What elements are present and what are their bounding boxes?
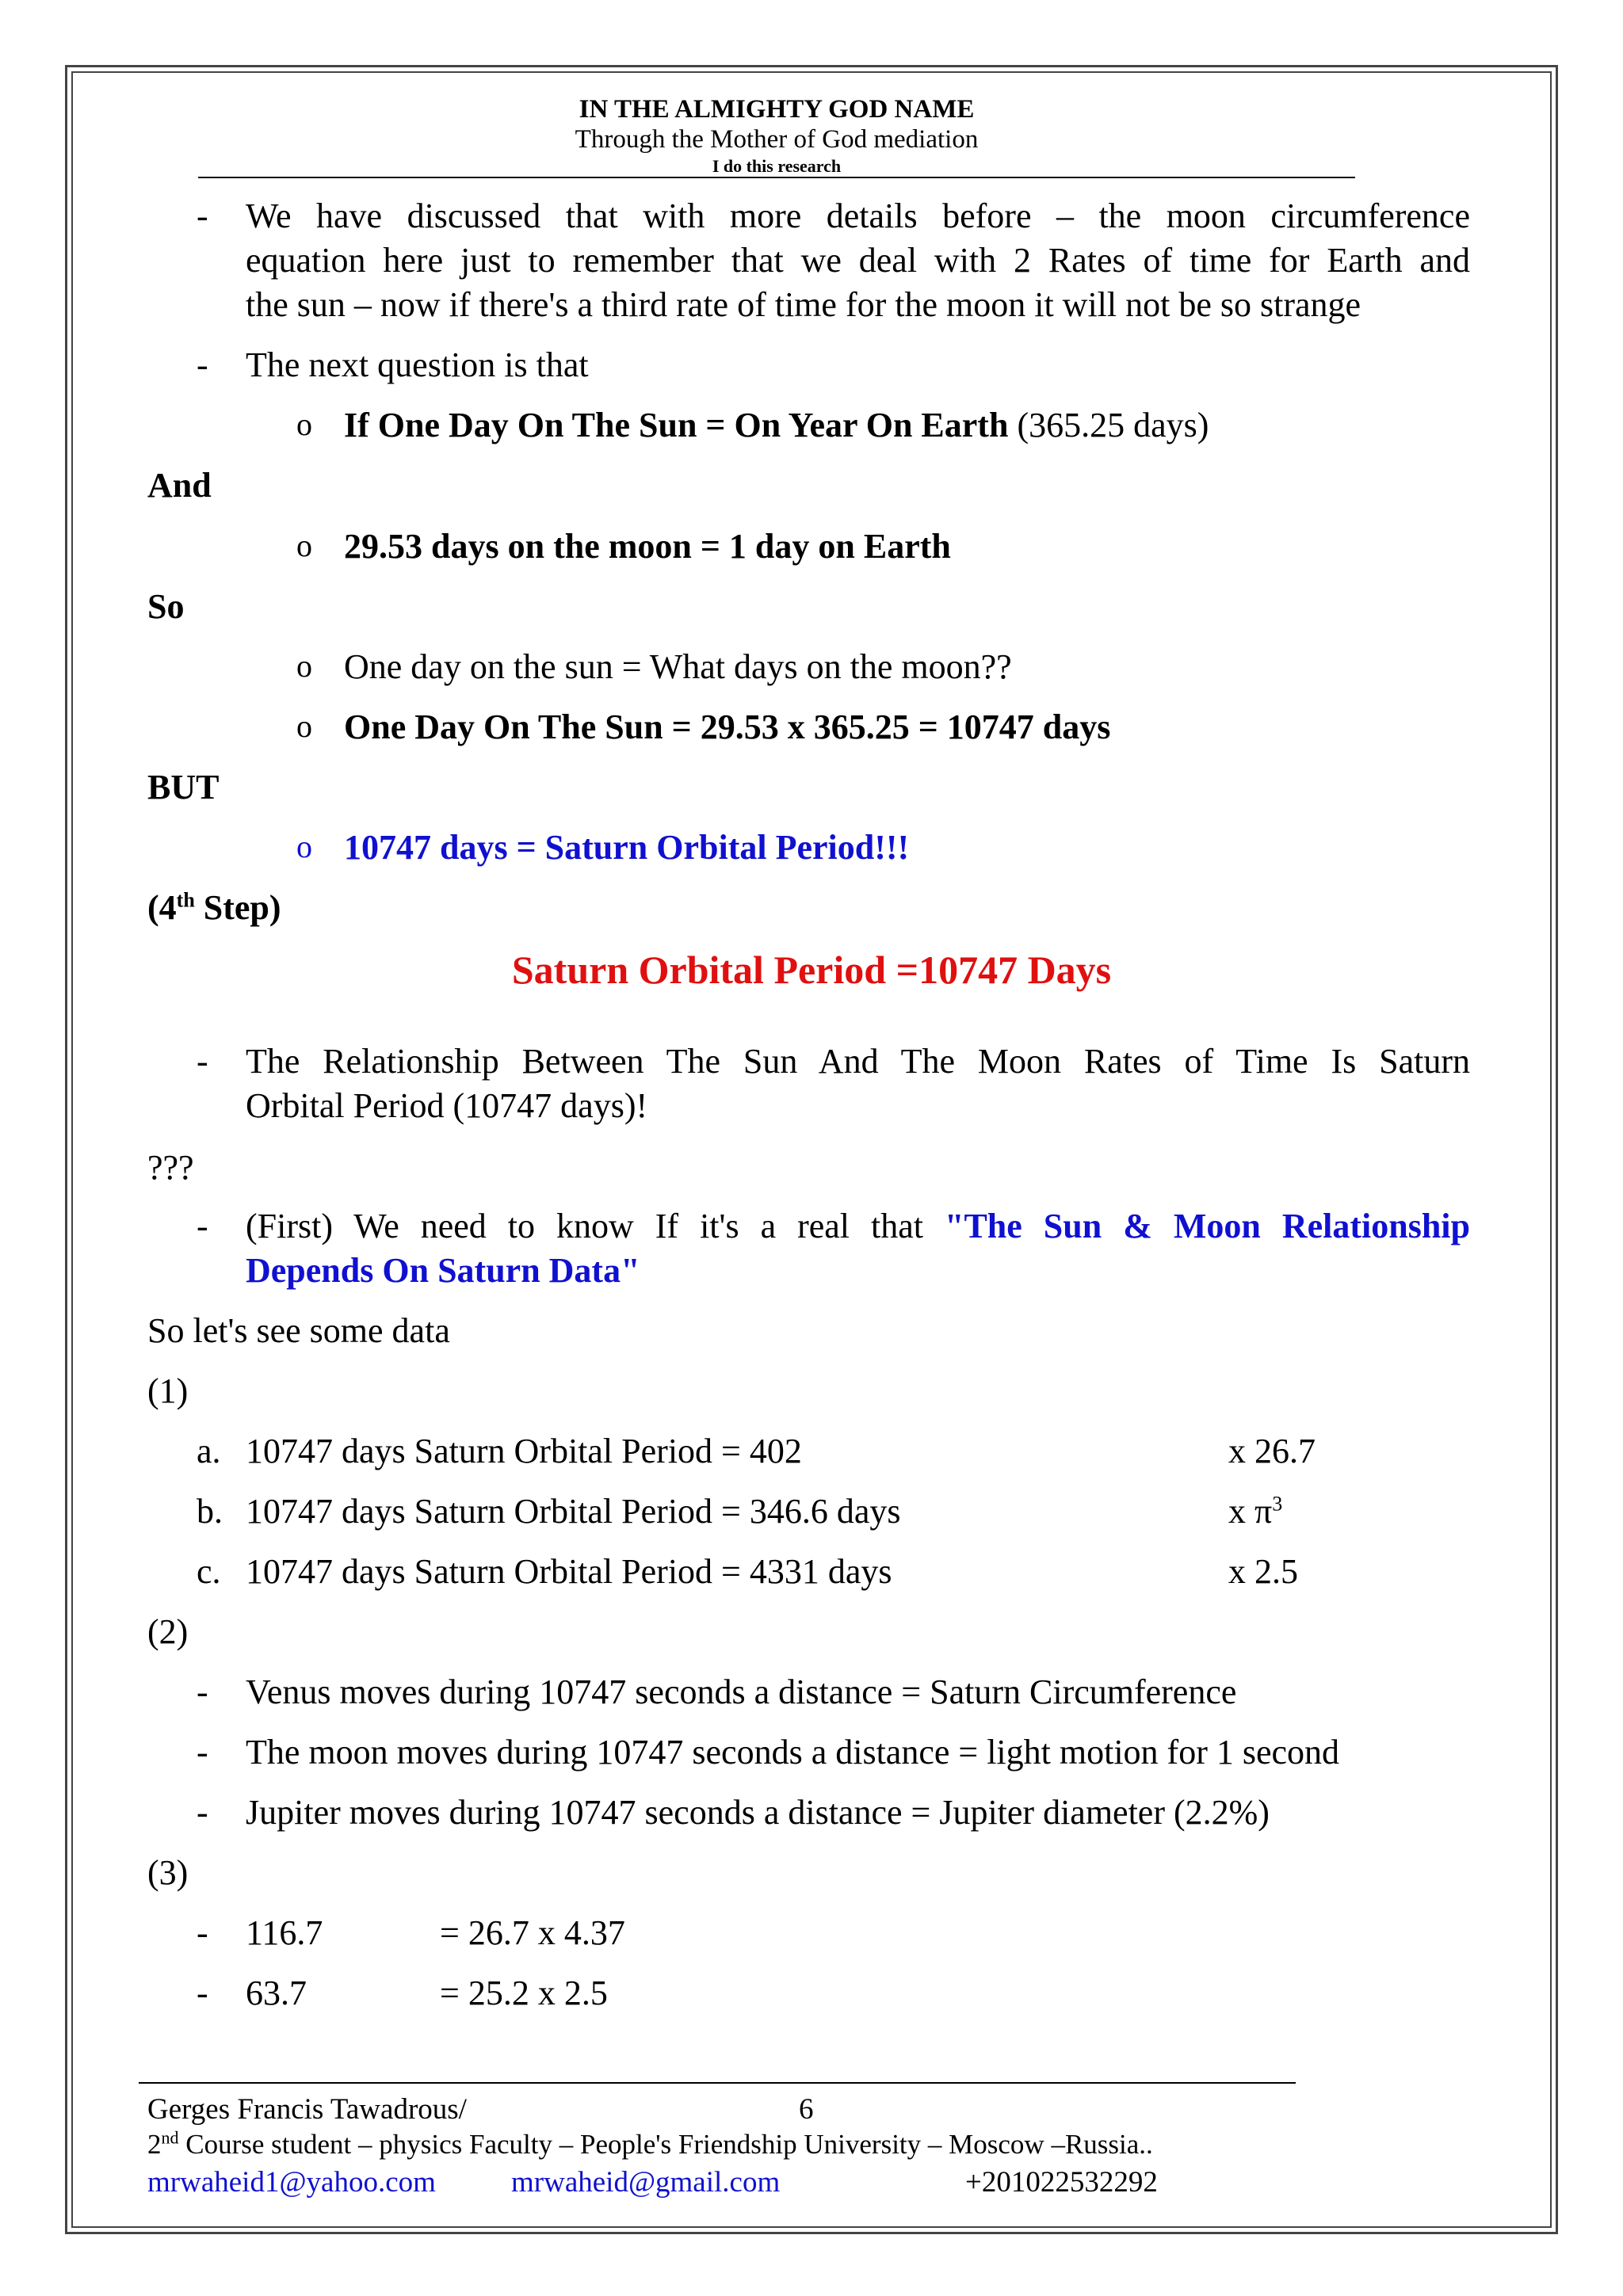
list-letter: b. [197, 1492, 223, 1531]
factor-base: x π [1228, 1492, 1273, 1531]
section-number: (3) [147, 1853, 189, 1892]
equation-2: 29.53 days on the moon = 1 day on Earth [344, 527, 951, 566]
paragraph-line: Jupiter moves during 10747 seconds a distance = Jupiter diameter (2.2%) [246, 1793, 1270, 1832]
list-item-factor [1228, 1489, 1282, 1534]
paragraph-line: So let's see some data [147, 1311, 450, 1350]
paragraph-line [246, 1204, 1470, 1249]
section-number: (1) [147, 1371, 189, 1410]
circle-bullet-icon: o [296, 648, 312, 684]
list-letter: c. [197, 1552, 221, 1591]
equation-4: One Day On The Sun = 29.53 x 365.25 = 10747 days [344, 707, 1111, 746]
calc-equation: = 25.2 x 2.5 [440, 1974, 608, 2012]
bullet-dash: - [197, 1733, 208, 1772]
course-sup: nd [161, 2127, 179, 2148]
footer-rule [139, 2082, 1296, 2084]
step-open: (4 [147, 888, 177, 927]
label-so: So [147, 587, 185, 626]
paragraph-line: The next question is that [246, 345, 589, 384]
circle-bullet-icon: o [296, 829, 312, 864]
equation-1-rest: (365.25 days) [1008, 406, 1209, 444]
list-letter: a. [197, 1432, 221, 1470]
bullet-dash: - [197, 196, 208, 235]
step-close: Step) [194, 888, 281, 927]
bullet-dash: - [197, 1974, 208, 2012]
footer-course [147, 2129, 1153, 2161]
list-item-factor: x 26.7 [1228, 1432, 1316, 1470]
header-note: I do this research [712, 156, 842, 176]
label-but: BUT [147, 768, 220, 807]
circle-bullet-icon: o [296, 528, 312, 563]
footer-author: Gerges Francis Tawadrous/ [147, 2093, 467, 2126]
header-subtitle: Through the Mother of God mediation [575, 125, 979, 154]
paragraph-line: We have discussed that with more details before – the moon circumference [246, 196, 1470, 235]
paragraph-highlight: Depends On Saturn Data" [246, 1251, 640, 1290]
bullet-dash: - [197, 345, 208, 384]
section-heading: Saturn Orbital Period =10747 Days [511, 948, 1112, 992]
header-rule [198, 177, 1355, 178]
calc-equation: = 26.7 x 4.37 [440, 1913, 625, 1952]
bullet-dash: - [197, 1207, 208, 1245]
section-number: (2) [147, 1612, 189, 1651]
paragraph-line: Orbital Period (10747 days)! [246, 1086, 648, 1125]
circle-bullet-icon: o [296, 708, 312, 744]
list-item-factor: x 2.5 [1228, 1552, 1298, 1591]
bullet-dash: - [197, 1793, 208, 1832]
question-marks: ??? [147, 1148, 194, 1187]
calc-value: 63.7 [246, 1974, 307, 2012]
list-item-text: 10747 days Saturn Orbital Period = 4331 days [246, 1552, 892, 1591]
list-item-text: 10747 days Saturn Orbital Period = 346.6 days [246, 1492, 901, 1531]
label-and: And [147, 466, 212, 505]
equation-1 [344, 403, 1209, 448]
paragraph-line: equation here just to remember that we deal with 2 Rates of time for Earth and [246, 241, 1470, 280]
email-link-1[interactable]: mrwaheid1@yahoo.com [147, 2166, 436, 2199]
equation-5: 10747 days = Saturn Orbital Period!!! [344, 828, 910, 867]
paragraph-plain: (First) We need to know If it's a real that [246, 1207, 924, 1245]
equation-3: One day on the sun = What days on the moon?? [344, 647, 1012, 686]
step-sup: th [176, 888, 195, 912]
paragraph-line: The Relationship Between The Sun And The Moon Rates of Time Is Saturn [246, 1042, 1470, 1081]
list-item-text: 10747 days Saturn Orbital Period = 402 [246, 1432, 802, 1470]
course-num: 2 [147, 2129, 162, 2160]
bullet-dash: - [197, 1042, 208, 1081]
page-border-inner [71, 71, 1552, 2228]
header-title: IN THE ALMIGHTY GOD NAME [579, 95, 975, 124]
email-link-2[interactable]: mrwaheid@gmail.com [511, 2166, 781, 2199]
bullet-dash: - [197, 1672, 208, 1711]
phone-number: +201022532292 [965, 2166, 1158, 2199]
paragraph-line: the sun – now if there's a third rate of time for the moon it will not be so strange [246, 285, 1361, 324]
paragraph-line: Venus moves during 10747 seconds a distance = Saturn Circumference [246, 1672, 1237, 1711]
paragraph-line: The moon moves during 10747 seconds a distance = light motion for 1 second [246, 1733, 1340, 1772]
factor-sup: 3 [1272, 1492, 1283, 1516]
bullet-dash: - [197, 1913, 208, 1952]
calc-value: 116.7 [246, 1913, 323, 1952]
page-number: 6 [799, 2093, 814, 2126]
paragraph-highlight: "The Sun & Moon Relationship [945, 1207, 1471, 1245]
course-text: Course student – physics Faculty – People's Friendship University – Moscow –Russia.. [178, 2129, 1153, 2160]
circle-bullet-icon: o [296, 406, 312, 442]
equation-1-bold: If One Day On The Sun = On Year On Earth [344, 406, 1009, 444]
step-label [147, 886, 281, 930]
